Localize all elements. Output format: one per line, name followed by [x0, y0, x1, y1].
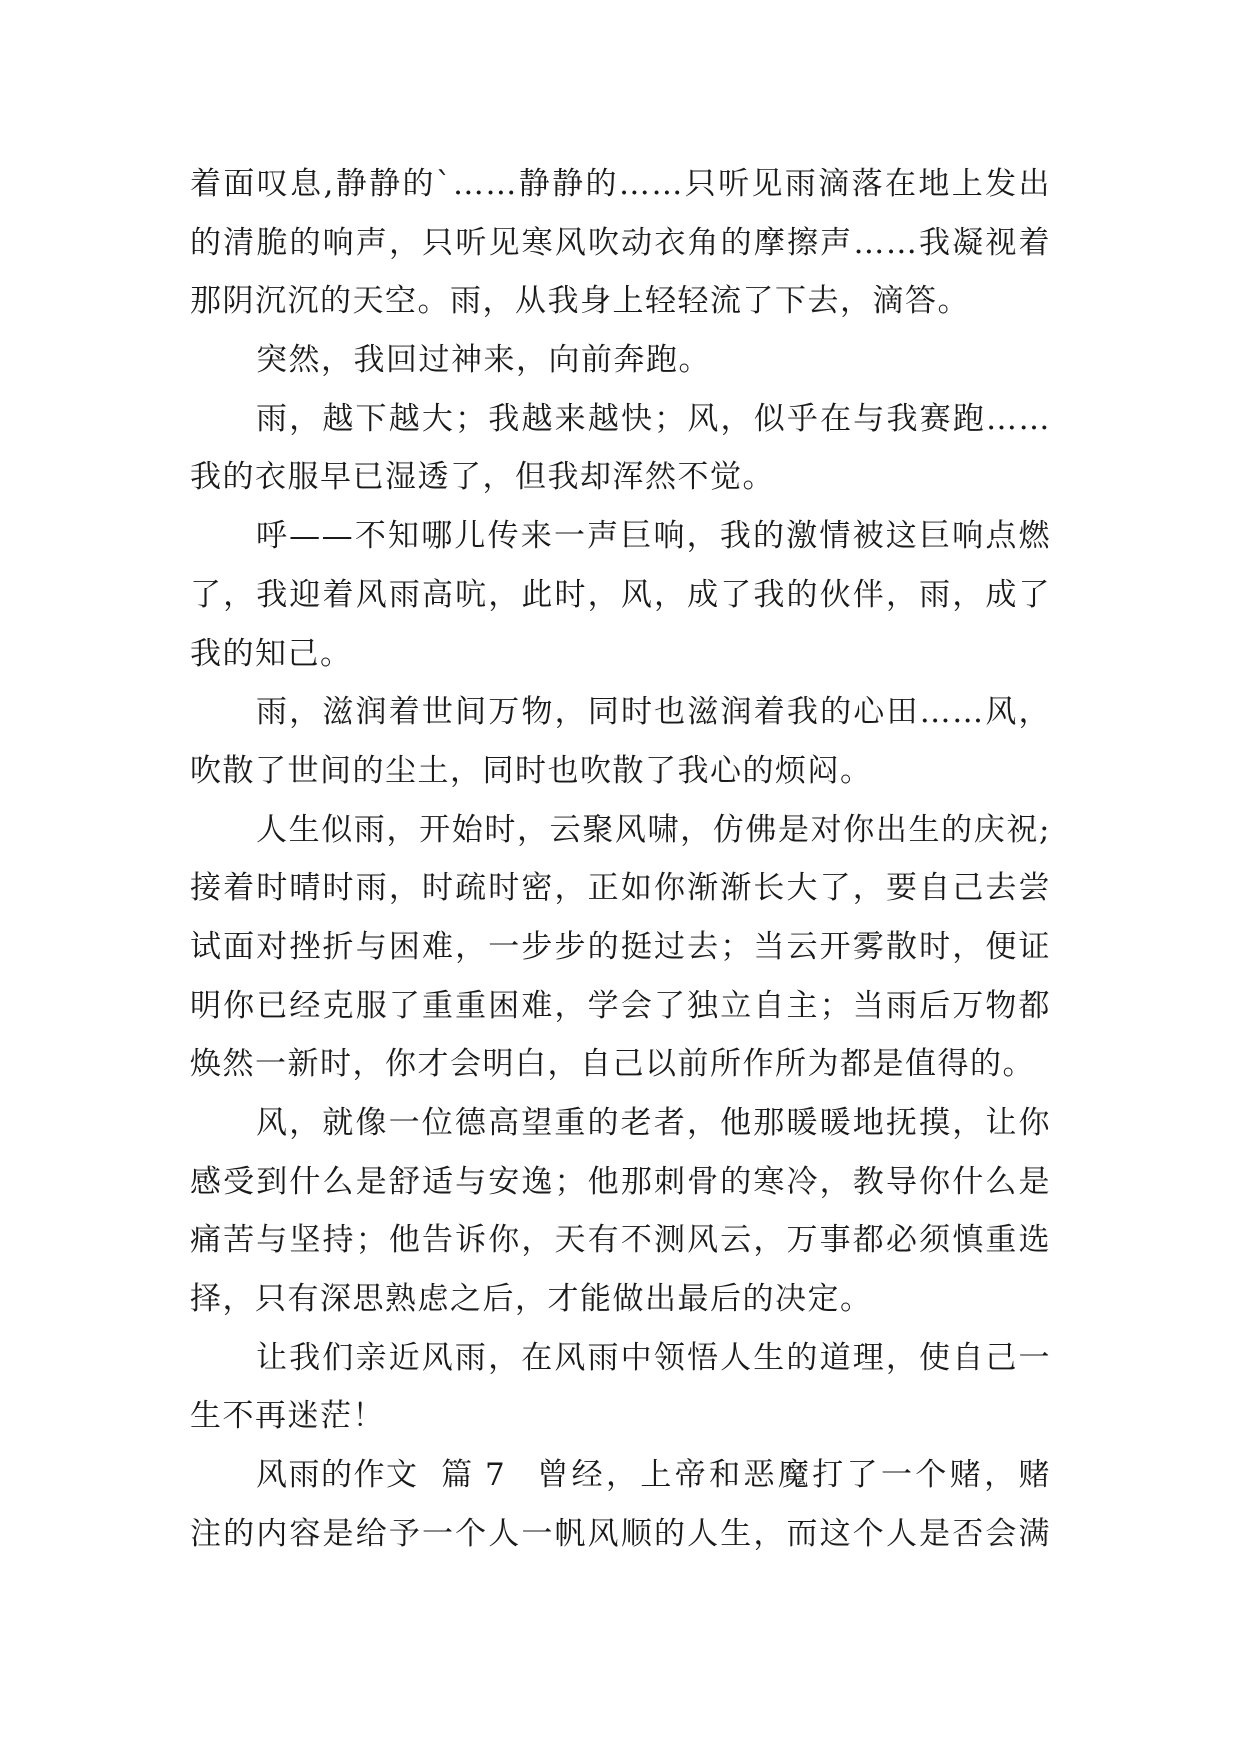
text-line: 那阴沉沉的天空。雨，从我身上轻轻流了下去，滴答。 — [190, 283, 970, 320]
text-line: 明你已经克服了重重困难，学会了独立自主；当雨后万物都 — [190, 987, 1051, 1024]
text-line: 着面叹息,静静的`……静静的……只听见雨滴落在地上发出 — [190, 166, 1051, 202]
document-body — [190, 155, 1051, 1564]
text-line: 感受到什么是舒适与安逸；他那刺骨的寒冷，教导你什么是 — [190, 1163, 1051, 1200]
text-line: 的清脆的响声，只听见寒风吹动衣角的摩擦声……我凝视着 — [190, 224, 1051, 261]
text-line: 人生似雨，开始时，云聚风啸，仿佛是对你出生的庆祝; — [256, 811, 1051, 848]
text-line: 试面对挫折与困难，一步步的挺过去；当云开雾散时，便证 — [190, 928, 1051, 965]
text-line: 风，就像一位德高望重的老者，他那暖暖地抚摸，让你 — [256, 1105, 1051, 1141]
paragraph — [190, 331, 1051, 390]
text-line: 接着时晴时雨，时疏时密，正如你渐渐长大了，要自己去尝 — [190, 870, 1051, 907]
paragraph — [190, 155, 1051, 331]
paragraph — [190, 683, 1051, 800]
text-line: 雨，滋润着世间万物，同时也滋润着我的心田……风， — [256, 694, 1051, 731]
paragraph — [190, 1446, 1051, 1563]
paragraph — [190, 390, 1051, 507]
text-line: 择，只有深思熟虑之后，才能做出最后的决定。 — [190, 1281, 873, 1318]
text-line: 了，我迎着风雨高吭，此时，风，成了我的伙伴，雨，成了 — [190, 576, 1051, 613]
paragraph — [190, 507, 1051, 683]
text-line: 吹散了世间的尘土，同时也吹散了我心的烦闷。 — [190, 752, 873, 789]
paragraph — [190, 1329, 1051, 1446]
text-line: 呼——不知哪儿传来一声巨响，我的激情被这巨响点燃 — [256, 518, 1051, 555]
text-line: 我的衣服早已湿透了，但我却浑然不觉。 — [190, 459, 775, 496]
text-line — [190, 1446, 1051, 1505]
text-line: 生不再迷茫！ — [190, 1398, 385, 1435]
text-line: 让我们亲近风雨，在风雨中领悟人生的道理，使自己一 — [256, 1339, 1051, 1376]
text-line: 焕然一新时，你才会明白，自己以前所作所为都是值得的。 — [190, 1046, 1035, 1083]
text-line: 我的知己。 — [190, 635, 353, 672]
paragraph — [190, 1094, 1051, 1329]
text-line-content: 曾经，上帝和恶魔打了一个赌，赌 — [537, 1457, 1051, 1494]
text-line: 痛苦与坚持；他告诉你，天有不测风云，万事都必须慎重选 — [190, 1222, 1051, 1259]
text-line: 注的内容是给予一个人一帆风顺的人生，而这个人是否会满 — [190, 1515, 1051, 1552]
text-line: 突然，我回过神来，向前奔跑。 — [256, 342, 711, 379]
text-line: 雨，越下越大；我越来越快；风，似乎在与我赛跑…… — [256, 400, 1051, 437]
section-heading: 风雨的作文 篇 7 — [256, 1457, 507, 1494]
paragraph — [190, 801, 1051, 1094]
